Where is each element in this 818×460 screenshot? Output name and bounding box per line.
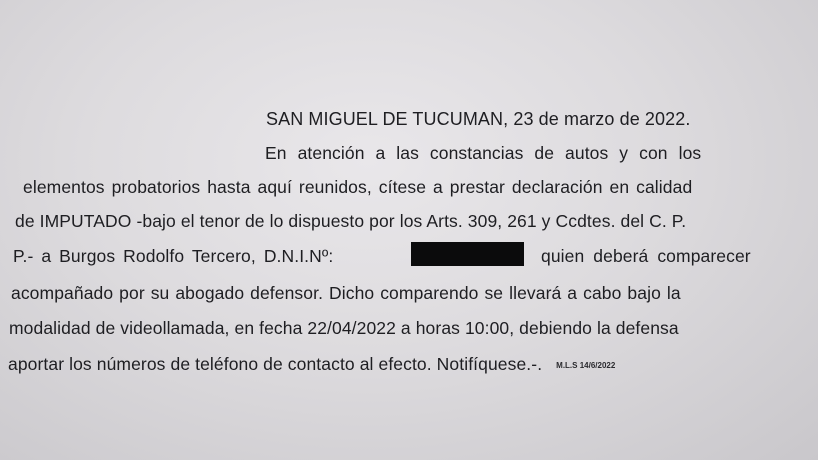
text-line-6: acompañado por su abogado defensor. Dicho comparendo se llevará a cabo bajo la [11,283,681,303]
text-line-5-end: quien deberá comparecer [541,246,751,266]
date-line: SAN MIGUEL DE TUCUMAN, 23 de marzo de 2022. [266,109,691,129]
redaction-bar [411,242,524,266]
text-line-8-text: aportar los números de teléfono de contacto al efecto. Notifíquese.-. [8,354,543,374]
text-line-5-start: P.- a Burgos Rodolfo Tercero, D.N.I.Nº: [13,246,334,266]
text-line-4: de IMPUTADO -bajo el tenor de lo dispuesto por los Arts. 309, 261 y Ccdtes. del C. P. [15,211,687,231]
initials-stamp: M.L.S 14/6/2022 [556,361,616,370]
text-line-7: modalidad de videollamada, en fecha 22/04/2022 a horas 10:00, debiendo la defensa [9,318,679,338]
text-line-8 [8,354,615,375]
text-line-3: elementos probatorios hasta aquí reunidos, cítese a prestar declaración en calidad [23,177,693,197]
text-line-2: En atención a las constancias de autos y con los [265,143,702,163]
